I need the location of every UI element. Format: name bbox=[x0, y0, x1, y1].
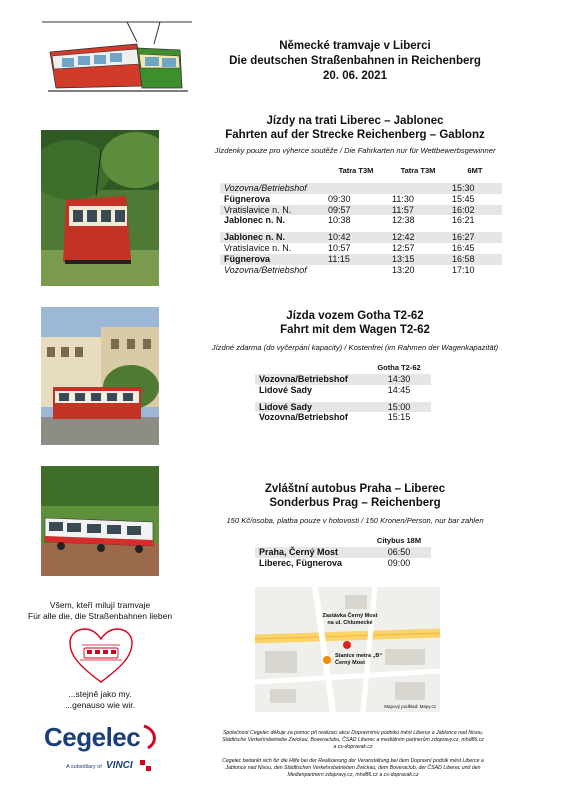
map bbox=[255, 587, 440, 712]
subsidiary-text: A subsidiary of bbox=[66, 764, 102, 770]
heart-tram-icon bbox=[68, 627, 134, 685]
map-credit: Mapový podklad: Mapy.cz bbox=[384, 704, 436, 709]
photo-gotha-tram-svg bbox=[41, 307, 159, 445]
tram-illustration bbox=[42, 14, 192, 94]
section2-col: Gotha T2-62 bbox=[377, 362, 421, 372]
section1-col-2: Tatra T3M bbox=[400, 165, 436, 175]
table-row: Fügnerova 09:30 11:30 15:45 bbox=[224, 193, 475, 204]
same-text-de: ...genauso wie wir. bbox=[65, 700, 135, 710]
metro-station-marker bbox=[323, 656, 331, 664]
photo-gotha-tram bbox=[41, 307, 159, 445]
table-row: Vozovna/Betriebshof 15:30 bbox=[220, 183, 502, 194]
section3-header-row bbox=[255, 533, 431, 547]
footer-thanks-de: Cegelec bedankt sich für die Hilfe bei der Realisierung der Veranstaltung bei dem Dopravní podnik měst Liberce a Jablonce nad Nisou, den Städtischen Verkehrsbetrieben Zwickau, dem Boveraclub, der ČSAD Liberec und den Medienpartnern zdopravy.cz, mhd86.cz a cs-dopravak.cz bbox=[222, 758, 484, 778]
section1-header-row bbox=[220, 163, 502, 177]
map-label-bus-stop: Zastávka Černý Most na ul. Chlumecké bbox=[322, 613, 378, 626]
heart-tram-icon-svg bbox=[68, 627, 134, 685]
table-row: Vozovna/Betriebshof 13:20 17:10 bbox=[224, 264, 475, 275]
section3-note: 150 Kč/osoba, platba pouze v hotovosti / 150 Kronen/Person, nur bar zahlen bbox=[226, 516, 484, 525]
table-row: Fügnerova 11:15 13:15 16:58 bbox=[220, 254, 502, 265]
cegelec-wordmark: Cegelec bbox=[44, 722, 141, 752]
section1-title-de: Fahrten auf der Strecke Reichenberg – Gablonz bbox=[225, 129, 485, 141]
section3-title-de: Sonderbus Prag – Reichenberg bbox=[269, 497, 441, 509]
section3-timetable bbox=[255, 533, 431, 569]
photo-citybus-svg bbox=[41, 466, 159, 576]
cegelec-swoosh-icon bbox=[140, 724, 160, 750]
table-row: Lidové Sady 15:00 bbox=[255, 402, 431, 413]
photo-citybus bbox=[41, 466, 159, 576]
section2-timetable bbox=[255, 360, 431, 423]
table-row: Vozovna/Betriebshof 14:30 bbox=[255, 374, 431, 385]
table-row: Vozovna/Betriebshof 15:15 bbox=[259, 412, 411, 423]
map-svg bbox=[255, 587, 440, 712]
table-row: Praha, Černý Most 06:50 bbox=[255, 547, 431, 558]
section2-title-cz: Jízda vozem Gotha T2-62 bbox=[286, 310, 424, 322]
tram-illustration-svg bbox=[42, 14, 192, 94]
same-text-cz: ...stejně jako my. bbox=[68, 689, 132, 699]
section3-title-cz: Zvláštní autobus Praha – Liberec bbox=[264, 483, 446, 495]
vinci-logo-icon bbox=[140, 760, 152, 772]
section1-table bbox=[220, 163, 502, 275]
section3-table bbox=[255, 533, 431, 569]
table-row: Jablonec n. N. 10:38 12:38 16:21 bbox=[224, 215, 475, 226]
section1-note: Jízdenky pouze pro výherce soutěže / Die Fahrkarten nur für Wettbewerbsgewinner bbox=[214, 146, 496, 155]
bus-stop-marker bbox=[343, 641, 351, 649]
table-row: Vratislavice n. N. 10:57 12:57 16:45 bbox=[224, 242, 475, 253]
section1-timetable bbox=[220, 163, 502, 275]
table-row: Liberec, Fügnerova 09:00 bbox=[259, 557, 411, 568]
footer-thanks-cz: Společnost Cegelec děkuje za pomoc při realizaci akce Dopravnímu podniku měst Liberce a Jablonce nad Nisou, Städtische Verkehrsbetriebe Zwickau, Boveraclubu, ČSAD Liberec a mediálním partnerům zdopravy.cz, mhd86.cz a cs-dopravak.cz bbox=[222, 730, 484, 750]
section2-header-row bbox=[255, 360, 431, 374]
love-text-de: Für alle die, die Straßenbahnen lieben bbox=[27, 611, 173, 621]
header-date: 20. 06. 2021 bbox=[323, 70, 387, 82]
table-row: Jablonec n. N. 10:42 12:42 16:27 bbox=[220, 232, 502, 243]
section2-table bbox=[255, 360, 431, 423]
vinci-wordmark: VINCI bbox=[106, 760, 133, 771]
section3-col: Citybus 18M bbox=[376, 535, 422, 545]
section2-title-de: Fahrt mit dem Wagen T2-62 bbox=[280, 324, 430, 336]
section1-col-3: 6MT bbox=[467, 165, 483, 175]
photo-historic-tram bbox=[41, 130, 159, 286]
section1-col-1: Tatra T3M bbox=[338, 165, 374, 175]
section1-title-cz: Jízdy na trati Liberec – Jablonec bbox=[266, 115, 444, 127]
love-text-cz: Všem, kteří milují tramvaje bbox=[49, 600, 151, 610]
table-row: Vratislavice n. N. 09:57 11:57 16:02 bbox=[220, 205, 502, 216]
header-title-cz: Německé tramvaje v Liberci bbox=[279, 40, 431, 52]
map-label-metro: Stanice metra „B“ Černý Most bbox=[335, 653, 383, 666]
photo-historic-tram-svg bbox=[41, 130, 159, 286]
cegelec-logo bbox=[44, 722, 164, 777]
table-row: Lidové Sady 14:45 bbox=[259, 384, 411, 395]
header-title-de: Die deutschen Straßenbahnen in Reichenberg bbox=[229, 55, 481, 67]
section2-note: Jízdné zdarma (do vyčerpání kapacity) / Kostenfrei (im Rahmen der Wagenkapazität) bbox=[211, 343, 499, 352]
